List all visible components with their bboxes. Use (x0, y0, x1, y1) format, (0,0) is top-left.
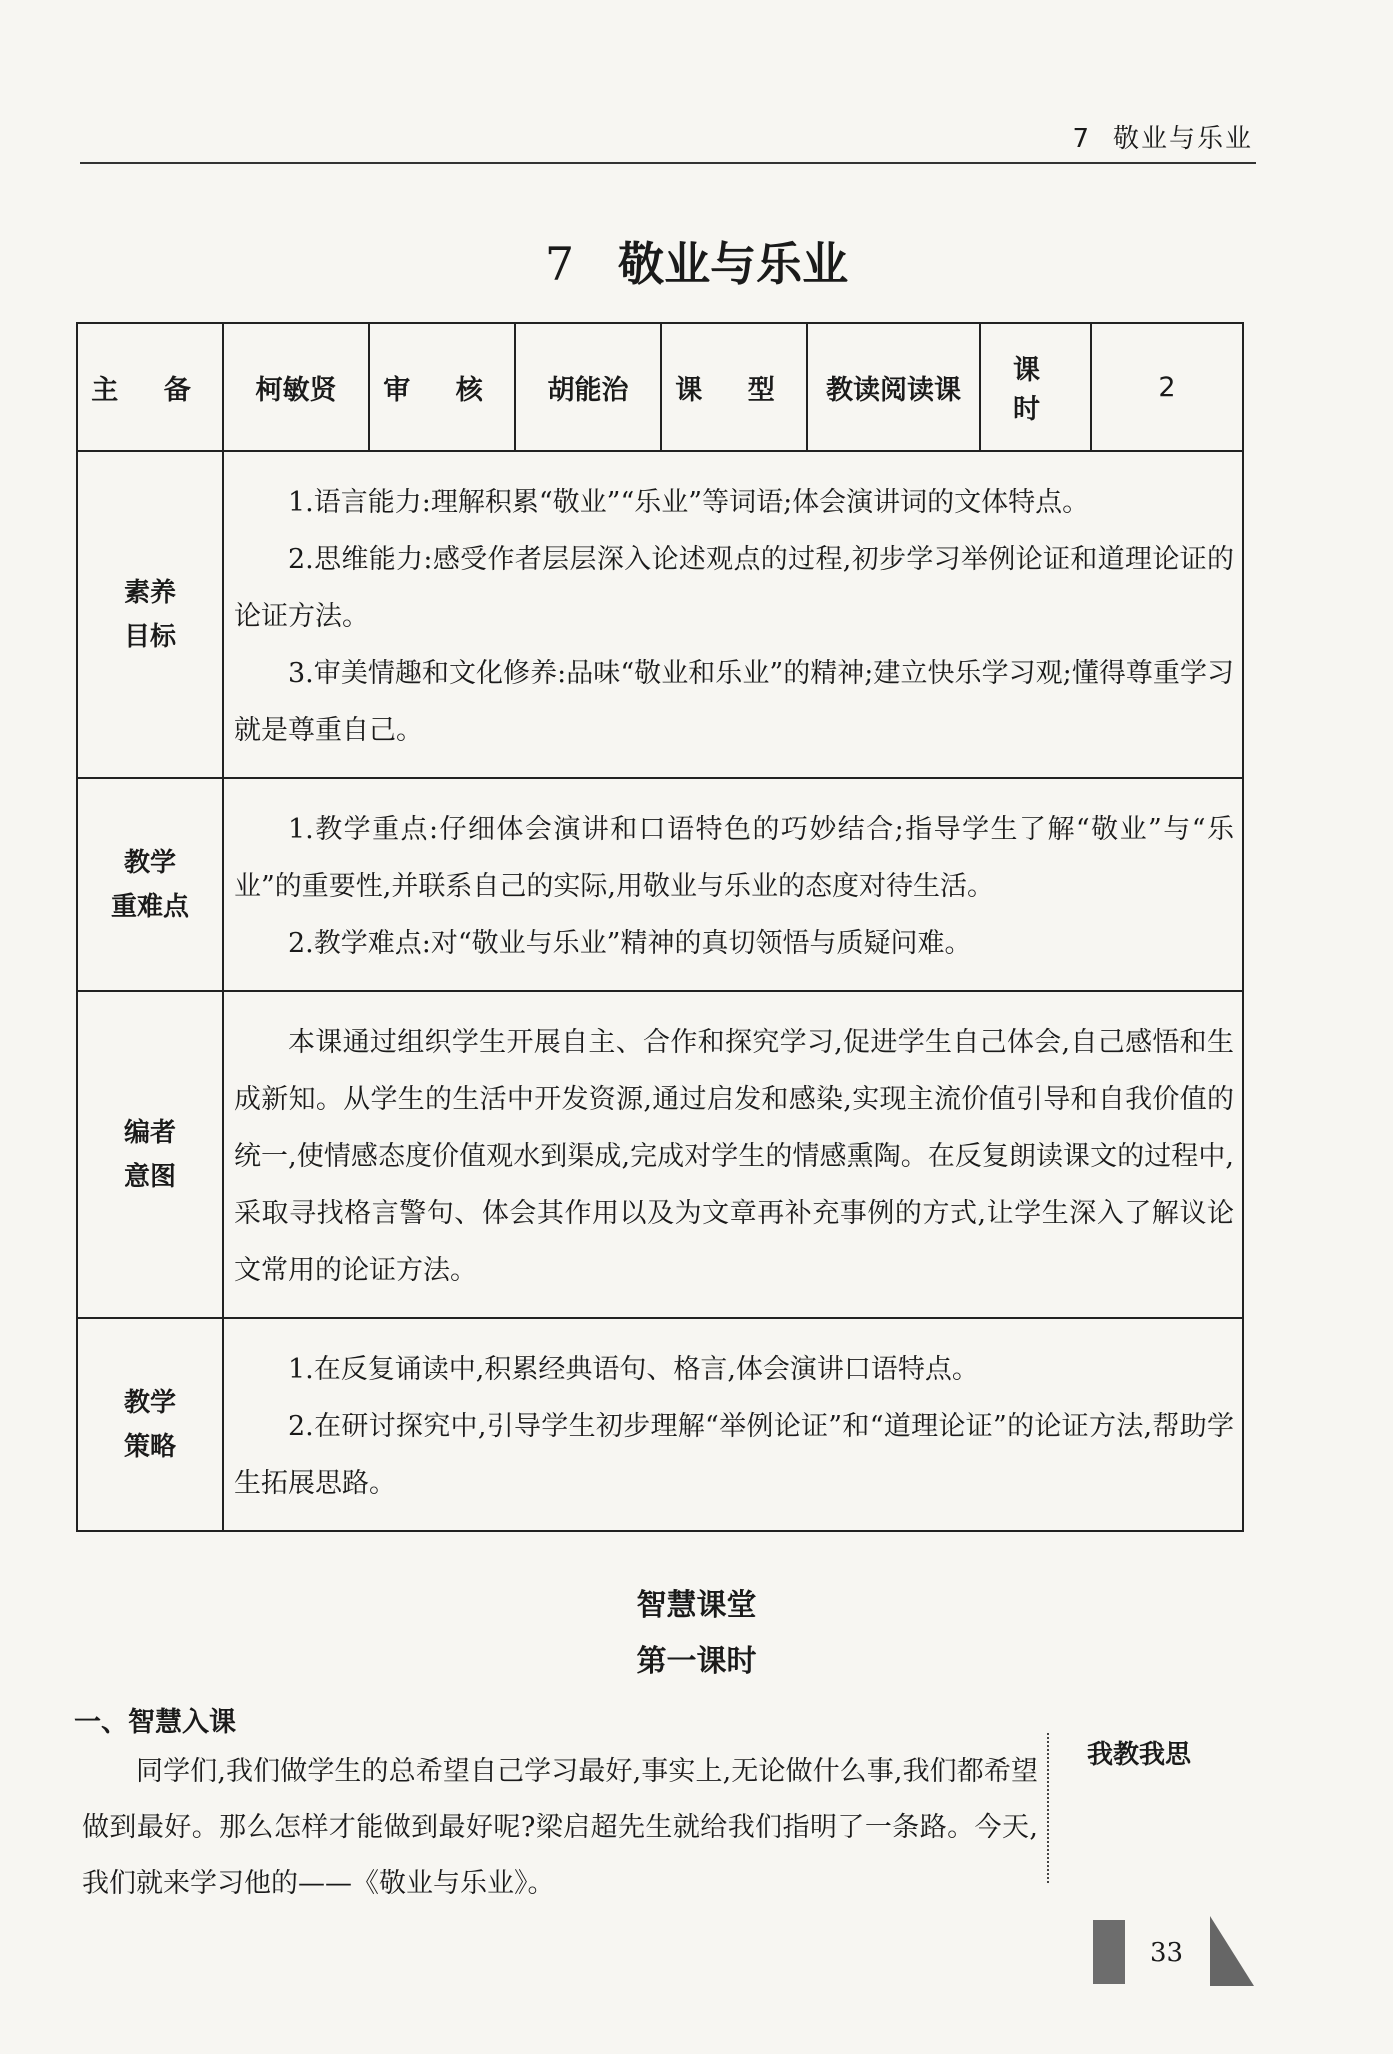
section-label-line: 重难点 (110, 891, 189, 922)
section-label (77, 991, 223, 1318)
section-label-line: 意图 (123, 1161, 176, 1192)
paragraph: 2.思维能力:感受作者层层深入论述观点的过程,初步学习举例论证和道理论证的论证方法。 (234, 544, 1234, 632)
period-title: 第一课时 (636, 1644, 757, 1679)
periods-value: 2 (1091, 323, 1243, 451)
lesson-title (0, 228, 1393, 294)
header-rule (80, 162, 1256, 164)
section-row-goals (77, 451, 1243, 778)
classroom-title: 智慧课堂 (636, 1588, 757, 1623)
lesson-title-text: 敬业与乐业 (618, 237, 849, 291)
section-label-line: 教学 (123, 847, 176, 878)
section-label (77, 778, 223, 991)
section-body (223, 451, 1243, 778)
section-label (77, 451, 223, 778)
lesson-title-number: 7 (544, 237, 575, 291)
section-body (223, 991, 1243, 1318)
preparer-label: 主 备 (77, 323, 223, 451)
running-header-number: 7 (1072, 124, 1091, 154)
paragraph: 1.教学重点:仔细体会演讲和口语特色的巧妙结合;指导学生了解“敬业”与“乐业”的重要性,并联系自己的实际,用敬业与乐业的态度对待生活。 (234, 814, 1234, 902)
paragraph: 2.教学难点:对“敬业与乐业”精神的真切领悟与质疑问难。 (288, 928, 972, 959)
paragraph: 1.在反复诵读中,积累经典语句、格言,体会演讲口语特点。 (288, 1354, 979, 1385)
side-note-title: 我教我思 (1087, 1740, 1192, 1770)
side-divider (1047, 1733, 1049, 1883)
lesson-plan-table (76, 322, 1244, 1532)
paragraph: 2.在研讨探究中,引导学生初步理解“举例论证”和“道理论证”的论证方法,帮助学生拓展思路。 (234, 1411, 1234, 1499)
section-label-line: 教学 (123, 1387, 176, 1418)
page-number: 33 (1150, 1938, 1184, 1968)
section-label-line: 策略 (123, 1431, 176, 1462)
section-row-key-points (77, 778, 1243, 991)
page-corner-decoration (1210, 1916, 1254, 1986)
preparer-value: 柯敏贤 (223, 323, 369, 451)
section-label-line: 素养 (123, 577, 176, 608)
running-header-text: 敬业与乐业 (1112, 124, 1253, 154)
paragraph: 1.语言能力:理解积累“敬业”“乐业”等词语;体会演讲词的文体特点。 (288, 487, 1090, 518)
section-label (77, 1318, 223, 1531)
intro-heading: 一、智慧入课 (74, 1707, 236, 1738)
page-tab-decoration (1093, 1920, 1125, 1984)
periods-label: 课 时 (980, 323, 1091, 451)
intro-body (82, 1744, 1038, 1912)
reviewer-value: 胡能治 (515, 323, 661, 451)
info-row (77, 323, 1243, 451)
paragraph: 同学们,我们做学生的总希望自己学习最好,事实上,无论做什么事,我们都希望做到最好。那么怎样才能做到最好呢?梁启超先生就给我们指明了一条路。今天,我们就来学习他的——《敬业与乐业》。 (82, 1756, 1038, 1899)
type-value: 教读阅读课 (807, 323, 980, 451)
reviewer-label: 审 核 (369, 323, 515, 451)
paragraph: 3.审美情趣和文化修养:品味“敬业和乐业”的精神;建立快乐学习观;懂得尊重学习就是尊重自己。 (234, 658, 1234, 746)
section-body (223, 1318, 1243, 1531)
section-row-intent (77, 991, 1243, 1318)
section-row-strategy (77, 1318, 1243, 1531)
type-label: 课 型 (661, 323, 807, 451)
paragraph: 本课通过组织学生开展自主、合作和探究学习,促进学生自己体会,自己感悟和生成新知。从学生的生活中开发资源,通过启发和感染,实现主流价值引导和自我价值的统一,使情感态度价值观水到渠成,完成对学生的情感熏陶。在反复朗读课文的过程中,采取寻找格言警句、体会其作用以及为文章再补充事例的方式,让学生深入了解议论文常用的论证方法。 (234, 1027, 1234, 1286)
section-label-line: 编者 (123, 1117, 176, 1148)
running-header (1072, 118, 1253, 155)
section-body (223, 778, 1243, 991)
section-label-line: 目标 (123, 621, 176, 652)
